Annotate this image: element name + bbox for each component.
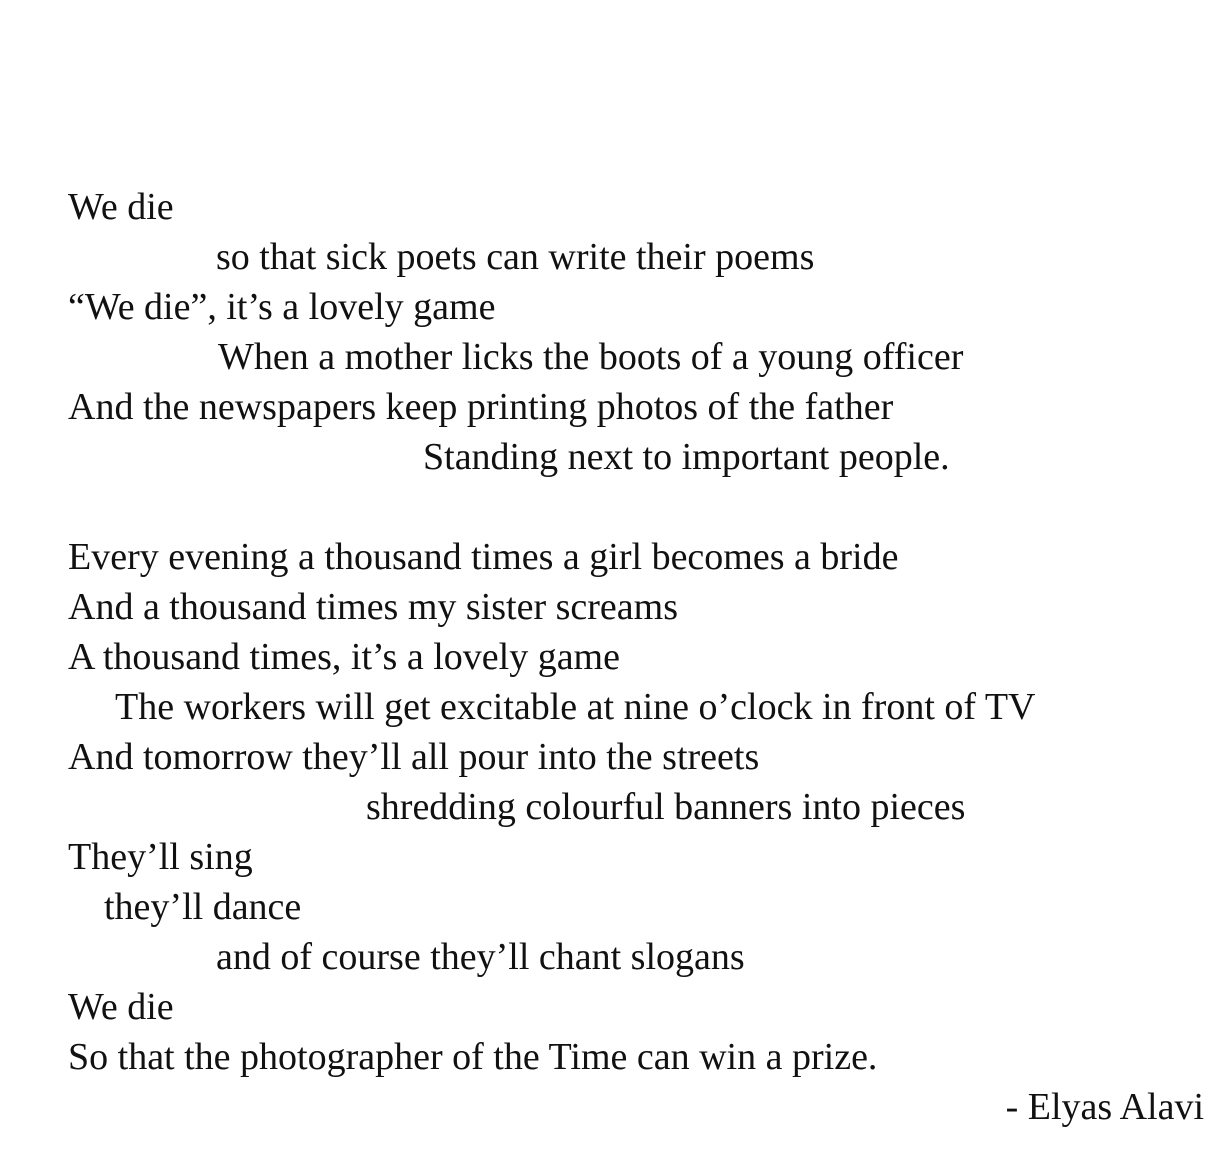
poem-line: So that the photographer of the Time can win a prize. (68, 1036, 878, 1078)
poem-line: The workers will get excitable at nine o’clock in front of TV (115, 686, 1036, 728)
poem-line: And a thousand times my sister screams (68, 586, 679, 628)
author-attribution: - Elyas Alavi (1005, 1086, 1204, 1128)
poem-line: They’ll sing (68, 836, 253, 878)
poem-line: so that sick poets can write their poems (216, 236, 815, 278)
poem-line: And the newspapers keep printing photos of the father (68, 386, 894, 428)
poem-line: shredding colourful banners into pieces (366, 786, 966, 828)
poem-line: We die (68, 186, 174, 228)
poem-line: and of course they’ll chant slogans (216, 936, 745, 978)
poem-line: “We die”, it’s a lovely game (68, 286, 496, 328)
poem-line: A thousand times, it’s a lovely game (68, 636, 620, 678)
poem-line: We die (68, 986, 174, 1028)
poem-line: And tomorrow they’ll all pour into the streets (68, 736, 760, 778)
poem-line: Every evening a thousand times a girl becomes a bride (68, 536, 899, 578)
poem-line: When a mother licks the boots of a young officer (218, 336, 964, 378)
poem-line: Standing next to important people. (423, 436, 950, 478)
poem-line: they’ll dance (104, 886, 302, 928)
